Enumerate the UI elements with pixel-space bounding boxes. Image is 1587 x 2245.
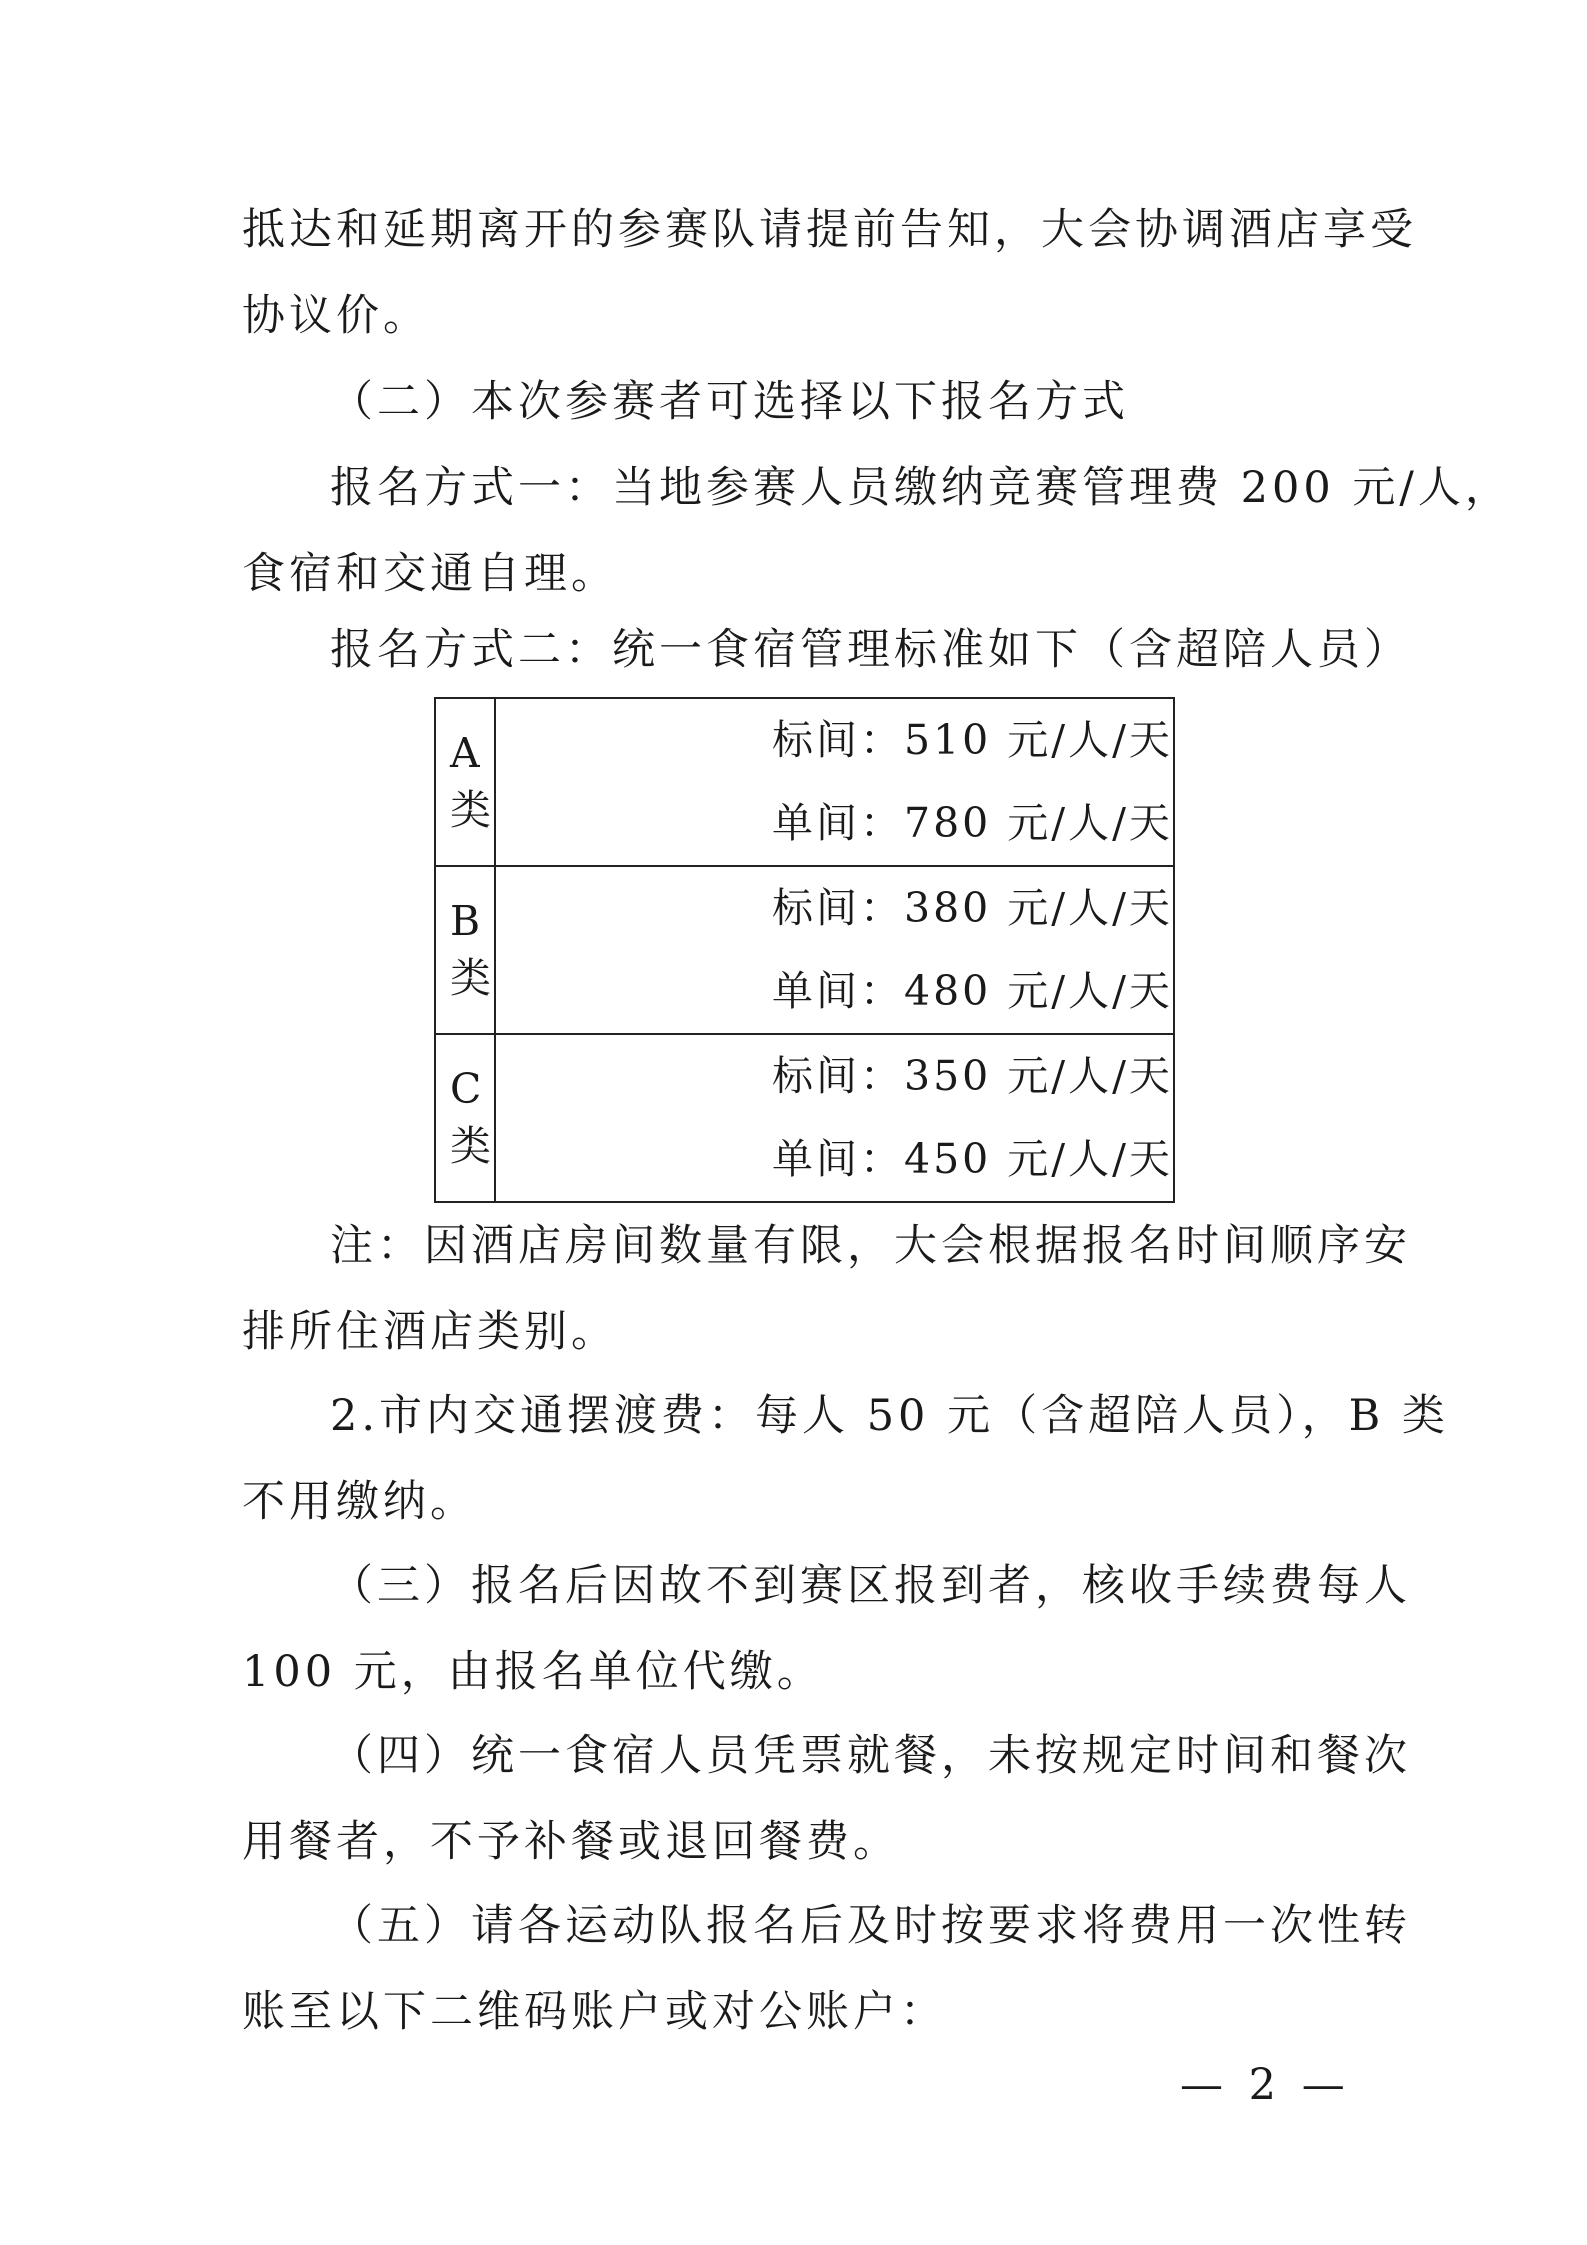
table-row bbox=[435, 866, 1174, 1034]
paragraph-line: 协议价。 bbox=[242, 291, 430, 341]
category-cell: C 类 bbox=[435, 1034, 495, 1202]
category-cell: B 类 bbox=[435, 866, 495, 1034]
price-cell bbox=[495, 866, 1174, 1034]
note-line: 注：因酒店房间数量有限，大会根据报名时间顺序安 bbox=[330, 1221, 1411, 1271]
table-row bbox=[435, 1034, 1174, 1202]
standard-room-price: 标间：380 元/人/天 bbox=[772, 884, 1173, 932]
fee-table bbox=[434, 697, 1175, 1203]
paragraph-line: 100 元，由报名单位代缴。 bbox=[242, 1647, 824, 1697]
paragraph-line: 报名方式二：统一食宿管理标准如下（含超陪人员） bbox=[330, 625, 1411, 675]
table-row bbox=[435, 698, 1174, 866]
standard-room-price: 标间：510 元/人/天 bbox=[772, 716, 1173, 764]
paragraph-line: 账至以下二维码账户或对公账户： bbox=[242, 1987, 947, 2037]
single-room-price: 单间：480 元/人/天 bbox=[772, 967, 1173, 1015]
price-cell bbox=[495, 698, 1174, 866]
paragraph-line: 报名方式一：当地参赛人员缴纳竞赛管理费 200 元/人， bbox=[330, 463, 1512, 513]
paragraph-line: （三）报名后因故不到赛区报到者，核收手续费每人 bbox=[330, 1561, 1411, 1611]
paragraph-line: 食宿和交通自理。 bbox=[242, 549, 618, 599]
paragraph-line: 用餐者，不予补餐或退回餐费。 bbox=[242, 1817, 900, 1867]
single-room-price: 单间：780 元/人/天 bbox=[772, 799, 1173, 847]
paragraph-line: （五）请各运动队报名后及时按要求将费用一次性转 bbox=[330, 1901, 1411, 1951]
single-room-price: 单间：450 元/人/天 bbox=[772, 1135, 1173, 1183]
paragraph-line: 2.市内交通摆渡费：每人 50 元（含超陪人员），B 类 bbox=[330, 1391, 1449, 1441]
price-cell bbox=[495, 1034, 1174, 1202]
note-line: 排所住酒店类别。 bbox=[242, 1307, 618, 1357]
paragraph-line: 抵达和延期离开的参赛队请提前告知，大会协调酒店享受 bbox=[242, 205, 1417, 255]
paragraph-line: 不用缴纳。 bbox=[242, 1477, 477, 1527]
standard-room-price: 标间：350 元/人/天 bbox=[772, 1052, 1173, 1100]
section-heading: （二）本次参赛者可选择以下报名方式 bbox=[330, 377, 1129, 427]
category-cell: A 类 bbox=[435, 698, 495, 866]
paragraph-line: （四）统一食宿人员凭票就餐，未按规定时间和餐次 bbox=[330, 1731, 1411, 1781]
page-number: — 2 — bbox=[1180, 2060, 1351, 2110]
